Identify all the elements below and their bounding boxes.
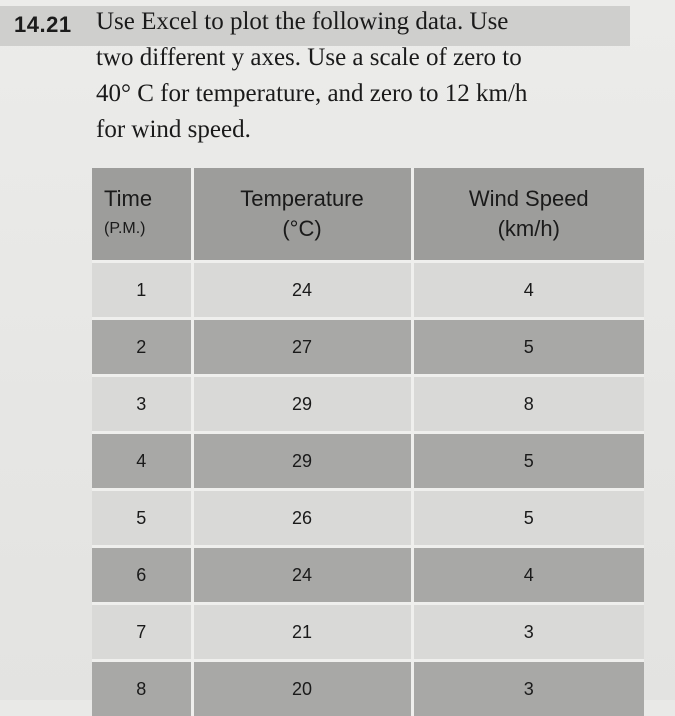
cell-temperature: 21	[192, 604, 412, 661]
table-row	[92, 661, 644, 716]
cell-wind-speed: 8	[412, 376, 644, 433]
cell-wind-speed: 3	[412, 661, 644, 716]
cell-wind-speed: 5	[412, 319, 644, 376]
problem-line: Use Excel to plot the following data. Use	[96, 4, 631, 40]
table-row	[92, 604, 644, 661]
cell-wind-speed: 4	[412, 262, 644, 319]
column-header-time	[92, 168, 192, 262]
cell-wind-speed: 5	[412, 433, 644, 490]
column-header-temperature	[192, 168, 412, 262]
cell-temperature: 27	[192, 319, 412, 376]
header-label: Wind Speed	[414, 184, 645, 214]
problem-line: two different y axes. Use a scale of zero to	[96, 40, 631, 76]
data-table	[92, 168, 644, 716]
cell-time: 3	[92, 376, 192, 433]
cell-time: 4	[92, 433, 192, 490]
table-row	[92, 262, 644, 319]
table-row	[92, 319, 644, 376]
cell-temperature: 20	[192, 661, 412, 716]
cell-time: 5	[92, 490, 192, 547]
table-row	[92, 490, 644, 547]
header-label: Time	[104, 184, 191, 214]
problem-statement	[96, 4, 631, 148]
cell-time: 2	[92, 319, 192, 376]
problem-line: 40° C for temperature, and zero to 12 km/h	[96, 76, 631, 112]
cell-time: 6	[92, 547, 192, 604]
cell-wind-speed: 5	[412, 490, 644, 547]
cell-temperature: 24	[192, 262, 412, 319]
table-header-row	[92, 168, 644, 262]
cell-wind-speed: 4	[412, 547, 644, 604]
cell-time: 8	[92, 661, 192, 716]
cell-temperature: 24	[192, 547, 412, 604]
cell-time: 1	[92, 262, 192, 319]
table-row	[92, 547, 644, 604]
table-row	[92, 433, 644, 490]
cell-temperature: 29	[192, 433, 412, 490]
cell-temperature: 26	[192, 490, 412, 547]
problem-line: for wind speed.	[96, 112, 631, 148]
header-unit: (km/h)	[414, 214, 645, 244]
header-unit: (P.M.)	[104, 214, 191, 244]
cell-temperature: 29	[192, 376, 412, 433]
problem-number: 14.21	[14, 12, 72, 38]
header-label: Temperature	[194, 184, 411, 214]
cell-wind-speed: 3	[412, 604, 644, 661]
header-unit: (°C)	[194, 214, 411, 244]
table-row	[92, 376, 644, 433]
cell-time: 7	[92, 604, 192, 661]
column-header-wind-speed	[412, 168, 644, 262]
